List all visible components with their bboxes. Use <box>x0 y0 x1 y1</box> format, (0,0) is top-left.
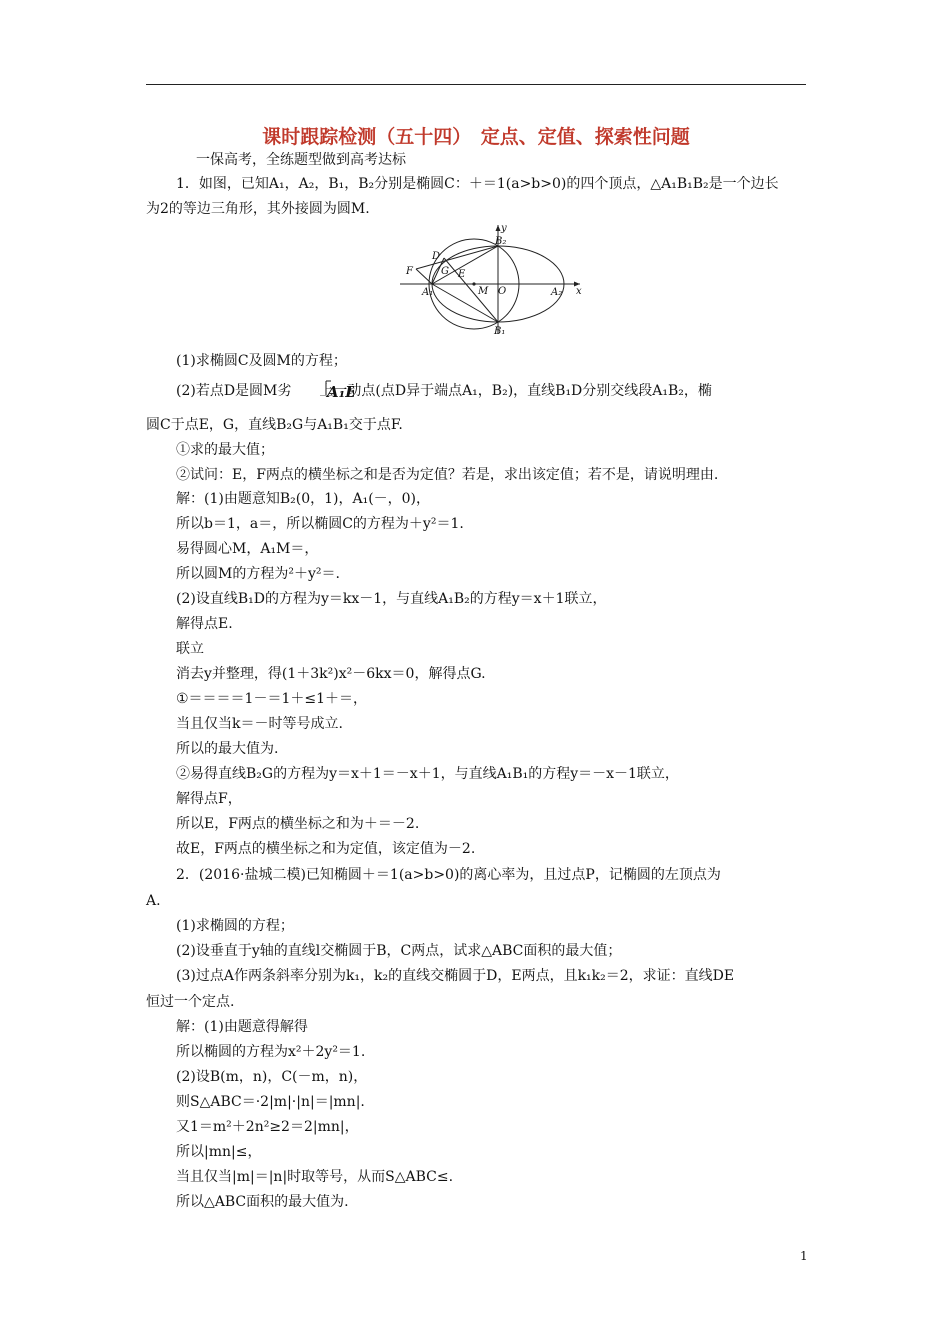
label-D: D <box>432 251 441 262</box>
page-title: 课时跟踪检测（五十四） 定点、定值、探索性问题 <box>262 126 690 148</box>
line-B1D <box>444 258 498 322</box>
sol1-line-10: 当且仅当k＝－时等号成立. <box>176 716 343 732</box>
arc-A1B2-glyph <box>324 379 354 405</box>
sol1-line-12: ②易得直线B₂G的方程为y＝x＋1＝－x＋1，与直线A₁B₁的方程y＝－x－1联立， <box>176 766 679 782</box>
svg-text:A₁B₂: A₁ <box>327 383 346 401</box>
sol1-line-6: 解得点E. <box>176 616 233 632</box>
q2-part2: (2)设垂直于y轴的直线l交椭圆于B，C两点，试求△ABC面积的最大值； <box>176 943 622 959</box>
q1-sub1: ①求的最大值； <box>176 442 274 458</box>
sol2-line-5: 又1＝m²＋2n²≥2＝2|mn|， <box>176 1119 359 1135</box>
sol1-line-7: 联立 <box>176 641 204 657</box>
label-O: O <box>498 286 507 297</box>
label-y: y <box>501 223 507 234</box>
sol1-line-2: 所以b＝1，a＝，所以椭圆C的方程为＋y²＝1. <box>176 516 464 532</box>
sol2-line-8: 所以△ABC面积的最大值为. <box>176 1194 349 1210</box>
label-G: G <box>441 266 449 277</box>
line-B2F <box>416 246 498 269</box>
label-E: E <box>458 269 466 280</box>
sol1-line-4: 所以圆M的方程为²＋y²＝. <box>176 566 340 582</box>
sol2-line-6: 所以|mn|≤， <box>176 1144 262 1160</box>
sol2-line-3: (2)设B(m，n)，C(－m，n)， <box>176 1069 368 1085</box>
q2-part1: (1)求椭圆的方程； <box>176 918 294 934</box>
sol2-line-4: 则S△ABC＝·2|m|·|n|＝|mn|. <box>176 1094 365 1110</box>
problem1-line-1: 1．如图，已知A₁，A₂，B₁，B₂分别是椭圆C：＋＝1(a>b>0)的四个顶点，△A₁B₁B₂是一个边长 <box>176 176 779 192</box>
q2-part3-line-2: 恒过一个定点. <box>146 994 235 1010</box>
sol1-line-1: 解：(1)由题意知B₂(0，1)，A₁(－，0)， <box>176 491 431 507</box>
sol2-line-1: 解：(1)由题意得解得 <box>176 1019 308 1035</box>
sol1-line-14: 所以E，F两点的横坐标之和为＋＝－2. <box>176 816 420 832</box>
sol1-line-15: 故E，F两点的横坐标之和为定值，该定值为－2. <box>176 841 476 857</box>
q1-part2-line-2: 圆C于点E，G，直线B₂G与A₁B₁交于点F. <box>146 417 403 433</box>
page-number: 1 <box>800 1249 808 1263</box>
sol1-line-3: 易得圆心M，A₁M＝， <box>176 541 319 557</box>
q1-part2-line-1: (2)若点D是圆M劣 上一动点(点D异于端点A₁，B₂)，直线B₁D分别交线段A₁B₂，椭 <box>176 383 712 399</box>
label-B2: B₂ <box>495 236 507 247</box>
ellipse-circle-figure <box>398 222 588 337</box>
problem2-line-2: A. <box>146 893 161 909</box>
label-M: M <box>478 286 489 297</box>
page-subtitle: 一保高考，全练题型做到高考达标 <box>196 152 406 168</box>
label-B1: B₁ <box>494 326 506 337</box>
header-rule <box>146 84 806 85</box>
label-A1: A₁ <box>422 287 434 298</box>
sol2-line-7: 当且仅当|m|＝|n|时取等号，从而S△ABC≤. <box>176 1169 454 1185</box>
sol1-line-8: 消去y并整理，得(1＋3k²)x²－6kx＝0，解得点G. <box>176 666 486 682</box>
problem1-line-2: 为2的等边三角形，其外接圆为圆M. <box>146 201 370 217</box>
center-M-dot <box>472 282 475 285</box>
q1-sub2: ②试问：E，F两点的横坐标之和是否为定值？若是，求出该定值；若不是，请说明理由. <box>176 467 719 483</box>
sol1-line-11: 所以的最大值为. <box>176 741 279 757</box>
q1-part1: (1)求椭圆C及圆M的方程； <box>176 353 347 369</box>
sol2-line-2: 所以椭圆的方程为x²＋2y²＝1. <box>176 1044 366 1060</box>
sol1-line-5: (2)设直线B₁D的方程为y＝kx－1，与直线A₁B₂的方程y＝x＋1联立， <box>176 591 607 607</box>
label-A2: A₂ <box>551 287 563 298</box>
sol1-line-13: 解得点F， <box>176 791 242 807</box>
q2-part3-line-1: (3)过点A作两条斜率分别为k₁，k₂的直线交椭圆于D，E两点，且k₁k₂＝2，求证：直线DE <box>176 968 735 984</box>
sol1-line-9: ①＝＝＝＝1－＝1＋≤1＋＝， <box>176 691 368 707</box>
problem2-line-1: 2．(2016·盐城二模)已知椭圆＋＝1(a>b>0)的离心率为，且过点P，记椭圆的左顶点为 <box>176 867 721 883</box>
label-x: x <box>576 286 582 297</box>
y-axis-arrow <box>496 225 501 231</box>
label-F: F <box>406 266 413 277</box>
